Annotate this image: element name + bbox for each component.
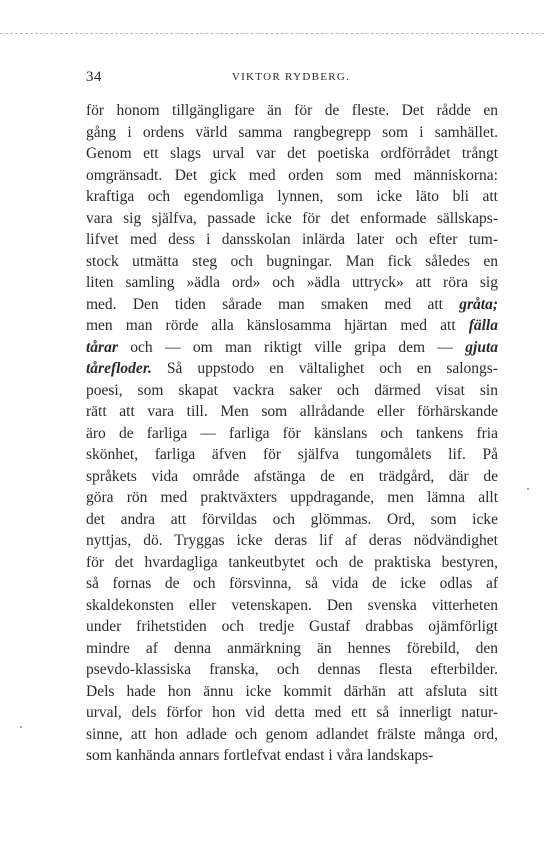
line-text: liten samling »ädla ord» och »ädla uttryck» att röra sig bbox=[86, 274, 498, 291]
running-head: VIKTOR RYDBERG. bbox=[231, 71, 351, 83]
line-text: för honom tillgängligare än för de fleste. Det rådde en bbox=[86, 102, 498, 119]
line-text: sinne, att hon adlade och genom adlandet frälste många ord, bbox=[86, 725, 498, 743]
line-text: kraftiga och egendomliga lynnen, som icke läto bli att bbox=[86, 188, 498, 205]
margin-mark bbox=[527, 488, 529, 490]
text-line bbox=[86, 272, 498, 294]
line-text: mindre af denna anmärkning än hennes förebild, den bbox=[86, 639, 498, 657]
line-text: stock utmätta steg och bugningar. Man fick således en bbox=[86, 252, 498, 270]
line-text: och — om man riktigt ville gripa dem — bbox=[117, 338, 466, 356]
text-line bbox=[86, 358, 498, 380]
margin-mark bbox=[20, 726, 22, 728]
line-text: vara sig själfva, passade icke för det enformade sällskaps- bbox=[86, 209, 498, 227]
text-line bbox=[86, 530, 498, 552]
page-number: 34 bbox=[86, 69, 102, 85]
line-text: psevdo-klassiska franska, och dennas flesta efterbilder. bbox=[86, 661, 498, 678]
line-text: rätt att vara till. Men som allrådande eller förhärskande bbox=[86, 403, 498, 420]
line-text: nyttjas, dö. Tryggas icke deras lif af deras nödvändighet bbox=[86, 532, 498, 549]
line-text: göra rön med praktväxters uppdragande, men lämna allt bbox=[86, 489, 498, 506]
emphasized-word: tårar bbox=[86, 338, 118, 356]
line-text: gång i ordens värld samma rangbegrepp som i samhället. bbox=[86, 123, 498, 141]
line-text: för det hvardagliga tankeutbytet och de praktiska bestyren, bbox=[86, 553, 498, 571]
page-header bbox=[86, 69, 496, 87]
text-line bbox=[86, 509, 498, 531]
text-line bbox=[86, 638, 498, 660]
line-text: det andra att förvildas och glömmas. Ord, som icke bbox=[86, 510, 498, 528]
text-line bbox=[86, 681, 498, 703]
text-line bbox=[86, 616, 498, 638]
body-text bbox=[86, 100, 498, 767]
emphasized-word: gjuta bbox=[465, 338, 498, 356]
emphasized-word: gråta; bbox=[459, 295, 498, 313]
line-text: omgränsadt. Det gick med orden som med människorna: bbox=[86, 166, 498, 184]
text-line bbox=[86, 208, 498, 230]
text-line bbox=[86, 229, 498, 251]
line-text: lifvet med dess i dansskolan inlärda later och efter tum- bbox=[86, 231, 498, 248]
text-line bbox=[86, 444, 498, 466]
text-line bbox=[86, 122, 498, 144]
line-text: poesi, som skapat vackra saker och därmed visat sin bbox=[86, 381, 498, 399]
text-line bbox=[86, 143, 498, 165]
line-text: Genom ett slags urval var det poetiska ordförrådet trångt bbox=[86, 145, 498, 162]
line-text: som kanhända annars fortlefvat endast i våra landskaps- bbox=[86, 747, 434, 764]
text-line bbox=[86, 552, 498, 574]
line-text: under frihetstiden och tredje Gustaf drabbas ojämförligt bbox=[86, 618, 498, 635]
line-text: skönhet, farliga äfven för själfva tungomålets lif. På bbox=[86, 446, 498, 463]
text-line bbox=[86, 165, 498, 187]
text-line bbox=[86, 401, 498, 423]
text-line bbox=[86, 315, 498, 337]
line-text: Dels hade hon ännu icke kommit därhän att afsluta sitt bbox=[86, 682, 498, 700]
text-line bbox=[86, 745, 498, 767]
text-line bbox=[86, 294, 498, 316]
text-line bbox=[86, 724, 498, 746]
line-text: med. Den tiden sårade man smaken med att bbox=[86, 295, 460, 313]
top-rule bbox=[0, 33, 544, 34]
line-text: skaldekonsten eller vetenskapen. Den svenska vitterheten bbox=[86, 596, 498, 614]
line-text: men man rörde alla känslosamma hjärtan med att bbox=[86, 317, 469, 334]
text-line bbox=[86, 659, 498, 681]
emphasized-word: tårefloder. bbox=[86, 360, 152, 377]
line-text: äro de farliga — farliga för känslans och tankens fria bbox=[86, 424, 498, 442]
text-line bbox=[86, 251, 498, 273]
text-line bbox=[86, 186, 498, 208]
text-line bbox=[86, 702, 498, 724]
emphasized-word: fälla bbox=[468, 317, 498, 334]
text-line bbox=[86, 337, 498, 359]
text-line bbox=[86, 487, 498, 509]
text-line bbox=[86, 595, 498, 617]
line-text: språkets vida område afstänga de en trädgård, där de bbox=[86, 467, 498, 485]
line-text: så fornas de och försvinna, så vida de icke odlas af bbox=[86, 575, 498, 592]
text-line bbox=[86, 573, 498, 595]
text-line bbox=[86, 466, 498, 488]
text-line bbox=[86, 100, 498, 122]
text-line bbox=[86, 380, 498, 402]
text-line bbox=[86, 423, 498, 445]
line-text: Så uppstodo en vältalighet och en salongs- bbox=[151, 360, 498, 377]
line-text: urval, dels förfor hon vid detta med ett så innerligt natur- bbox=[86, 704, 498, 721]
